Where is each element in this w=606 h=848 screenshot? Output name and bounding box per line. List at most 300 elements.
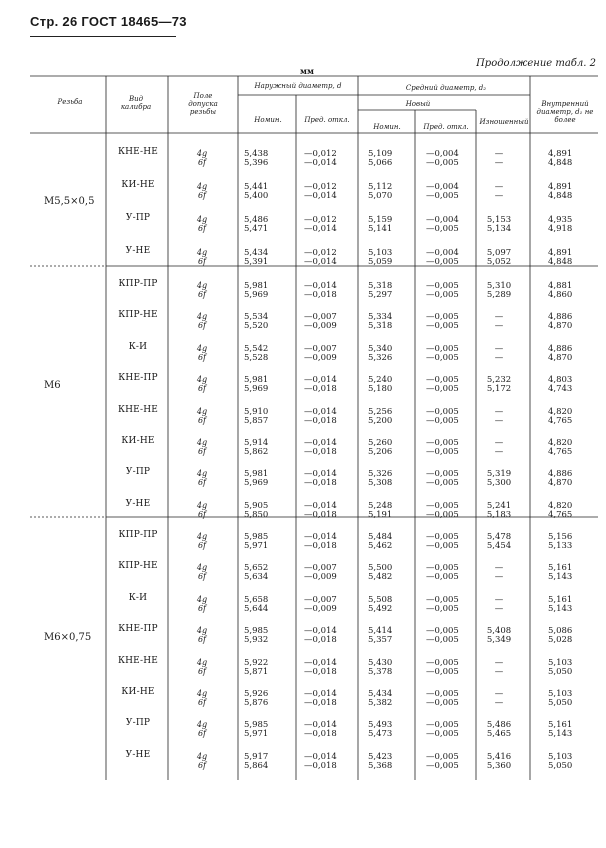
cell-d2_nom-top: 5,256 <box>368 406 393 417</box>
cell-d1-bottom: 5,050 <box>548 666 573 677</box>
cell-d2_dev-top: —0,005 <box>426 375 459 386</box>
tolerance-top: 4g <box>196 149 208 158</box>
cell-d_dev-top: —0,014 <box>304 438 337 448</box>
tolerance-bottom: 6f <box>197 290 207 299</box>
cell-d2_dev-bottom: —0,005 <box>426 572 459 583</box>
cell-worn-top: 5,153 <box>486 215 512 225</box>
cell-d2_dev-top: —0,005 <box>426 500 459 511</box>
cell-d2_dev-top: —0,005 <box>426 532 459 542</box>
cell-d2_dev-bottom: —0,005 <box>426 760 459 771</box>
cell-d2_nom-top: 5,434 <box>368 689 393 699</box>
header-mid-new: Новый <box>405 100 431 108</box>
header-mid-worn: Изношенный <box>479 118 529 126</box>
cell-d_nom-bottom: 5,971 <box>244 541 269 551</box>
cell-d_nom-top: 5,438 <box>244 149 269 159</box>
tolerance-bottom: 6f <box>197 384 207 394</box>
cell-d_dev-top: —0,007 <box>304 312 337 323</box>
cell-d_dev-top: —0,012 <box>304 215 337 225</box>
cell-d_nom-top: 5,926 <box>244 689 269 699</box>
cell-d_nom-top: 5,985 <box>244 626 269 637</box>
cell-d2_dev-top: —0,004 <box>426 248 459 258</box>
cell-d2_nom-bottom: 5,462 <box>368 541 393 551</box>
cell-d1-bottom: 5,143 <box>548 729 573 740</box>
cell-d_nom-bottom: 5,528 <box>244 352 269 363</box>
cell-d1-bottom: 4,765 <box>548 509 573 520</box>
cell-worn-bottom: 5,349 <box>486 635 512 646</box>
cell-d2_nom-top: 5,109 <box>368 149 393 159</box>
cell-worn-top: 5,310 <box>486 281 512 291</box>
cell-d2_nom-top: 5,159 <box>368 215 393 225</box>
cell-worn-bottom: 5,134 <box>486 224 512 234</box>
tolerance-top: 4g <box>196 215 208 224</box>
cell-d_dev-top: —0,014 <box>304 532 337 542</box>
cell-d2_nom-top: 5,340 <box>368 343 393 354</box>
cell-d2_dev-top: —0,005 <box>426 343 459 354</box>
cell-d_dev-bottom: —0,009 <box>304 321 337 332</box>
caliber-name: У-ПР <box>125 467 151 478</box>
cell-d2_nom-bottom: 5,180 <box>368 384 393 395</box>
cell-d2_dev-bottom: —0,005 <box>426 635 459 646</box>
cell-d_nom-bottom: 5,634 <box>244 572 269 583</box>
caliber-name: У-ПР <box>125 718 151 729</box>
tolerance-bottom: 6f <box>197 760 207 770</box>
cell-worn-top: — <box>494 312 504 323</box>
cell-d_nom-bottom: 5,520 <box>244 321 269 332</box>
cell-d_dev-top: —0,014 <box>304 406 337 417</box>
cell-worn-bottom: 5,183 <box>486 509 512 520</box>
cell-d_dev-bottom: —0,014 <box>304 158 337 168</box>
cell-d2_dev-bottom: —0,005 <box>426 698 459 708</box>
cell-d2_dev-top: —0,005 <box>426 281 459 291</box>
tolerance-bottom: 6f <box>197 415 207 425</box>
cell-d2_nom-bottom: 5,070 <box>368 191 393 201</box>
tolerance-top: 4g <box>196 375 208 385</box>
tolerance-bottom: 6f <box>197 478 207 488</box>
cell-d2_nom-bottom: 5,368 <box>368 760 393 771</box>
tolerance-top: 4g <box>196 626 208 636</box>
cell-d1-bottom: 4,848 <box>548 191 573 201</box>
cell-d_dev-bottom: —0,014 <box>304 224 337 234</box>
cell-d1-bottom: 5,143 <box>548 572 573 583</box>
cell-d_dev-bottom: —0,018 <box>304 478 337 489</box>
caliber-name: КИ-НЕ <box>121 180 155 190</box>
thread-label: М5,5×0,5 <box>44 196 95 207</box>
cell-d1-bottom: 4,848 <box>548 158 573 168</box>
caliber-name: К-И <box>128 592 148 603</box>
cell-d2_dev-top: —0,005 <box>426 657 459 668</box>
cell-d_dev-top: —0,014 <box>304 626 337 637</box>
cell-d_nom-bottom: 5,391 <box>244 257 269 267</box>
cell-d2_dev-bottom: —0,005 <box>426 666 459 677</box>
cell-worn-top: — <box>494 594 504 605</box>
caliber-name: У-НЕ <box>125 749 151 760</box>
cell-worn-bottom: 5,289 <box>486 290 512 300</box>
tolerance-top: 4g <box>196 657 208 667</box>
cell-d1-top: 4,935 <box>548 215 573 225</box>
cell-d_nom-bottom: 5,857 <box>244 415 269 426</box>
cell-d2_dev-top: —0,004 <box>426 215 459 225</box>
tolerance-bottom: 6f <box>197 257 207 266</box>
cell-d_nom-top: 5,910 <box>244 406 269 417</box>
cell-d_nom-bottom: 5,864 <box>244 760 269 771</box>
tolerance-bottom: 6f <box>197 698 207 707</box>
cell-d_dev-bottom: —0,009 <box>304 603 337 614</box>
caliber-name: КПР-НЕ <box>118 561 158 572</box>
header-mid: Средний диаметр, d₂ <box>405 84 487 92</box>
cell-d_dev-top: —0,014 <box>304 469 337 480</box>
cell-d_dev-bottom: —0,014 <box>304 191 337 201</box>
header-inner: Внутренний диаметр, d₁ не более <box>536 100 594 124</box>
cell-d2_dev-bottom: —0,005 <box>426 257 459 267</box>
caliber-name: КНЕ-ПР <box>118 624 158 635</box>
cell-d2_dev-bottom: —0,005 <box>426 729 459 740</box>
cell-d2_dev-bottom: —0,005 <box>426 384 459 395</box>
unit-label: мм <box>300 66 314 76</box>
cell-d_nom-bottom: 5,644 <box>244 603 269 614</box>
cell-d2_nom-bottom: 5,066 <box>368 158 393 168</box>
cell-d2_nom-bottom: 5,308 <box>368 478 393 489</box>
cell-d1-bottom: 4,918 <box>548 224 573 234</box>
cell-d_nom-bottom: 5,876 <box>244 698 269 708</box>
header-outer-nom: Номин. <box>254 116 282 124</box>
page-header: Стр. 26 ГОСТ 18465—73 <box>30 14 187 29</box>
cell-d_nom-bottom: 5,471 <box>244 224 269 234</box>
cell-d2_dev-top: —0,005 <box>426 406 459 417</box>
cell-d1-top: 5,161 <box>548 720 573 731</box>
tolerance-top: 4g <box>196 751 208 761</box>
caliber-name: К-И <box>128 341 148 352</box>
cell-d_nom-bottom: 5,971 <box>244 729 269 740</box>
cell-worn-bottom: 5,360 <box>486 760 512 771</box>
cell-worn-top: — <box>494 438 504 448</box>
cell-d2_dev-bottom: —0,005 <box>426 415 459 426</box>
cell-d2_nom-top: 5,423 <box>368 751 393 762</box>
tolerance-top: 4g <box>196 594 208 604</box>
caliber-name: У-НЕ <box>125 246 151 256</box>
cell-d2_nom-top: 5,414 <box>368 626 393 637</box>
cell-d1-top: 4,886 <box>548 312 573 323</box>
cell-d_dev-top: —0,014 <box>304 500 337 511</box>
cell-d2_nom-top: 5,430 <box>368 657 393 668</box>
tolerance-bottom: 6f <box>197 666 207 676</box>
tolerance-bottom: 6f <box>197 509 207 519</box>
cell-d2_dev-bottom: —0,005 <box>426 478 459 489</box>
tolerance-top: 4g <box>196 532 208 541</box>
caliber-name: КНЕ-ПР <box>118 373 158 384</box>
caliber-name: КНЕ-НЕ <box>117 147 159 157</box>
header-tolerance: Поле допуска резьбы <box>188 92 218 116</box>
tolerance-bottom: 6f <box>197 603 207 613</box>
cell-d2_dev-bottom: —0,005 <box>426 541 459 551</box>
cell-d2_dev-top: —0,004 <box>426 149 459 159</box>
cell-d1-top: 4,891 <box>548 149 573 159</box>
cell-d2_nom-bottom: 5,357 <box>368 635 393 646</box>
cell-worn-bottom: — <box>494 572 504 583</box>
cell-worn-top: — <box>494 563 504 574</box>
cell-d2_dev-top: —0,005 <box>426 312 459 323</box>
cell-d_nom-top: 5,917 <box>244 751 269 762</box>
cell-d2_nom-top: 5,500 <box>368 563 393 574</box>
cell-worn-bottom: 5,454 <box>486 541 512 551</box>
cell-d_dev-top: —0,012 <box>304 182 337 192</box>
cell-d2_nom-top: 5,260 <box>368 438 393 448</box>
cell-worn-top: — <box>494 343 504 354</box>
cell-d2_dev-bottom: —0,005 <box>426 224 459 234</box>
cell-d2_nom-bottom: 5,206 <box>368 447 393 457</box>
cell-d2_nom-top: 5,248 <box>368 500 393 511</box>
cell-d1-top: 4,820 <box>548 500 573 511</box>
cell-d2_dev-bottom: —0,005 <box>426 447 459 457</box>
cell-d2_dev-top: —0,005 <box>426 689 459 699</box>
tolerance-top: 4g <box>196 312 208 322</box>
cell-d2_dev-bottom: —0,005 <box>426 603 459 614</box>
cell-d_dev-bottom: —0,018 <box>304 384 337 395</box>
cell-d2_dev-top: —0,005 <box>426 720 459 731</box>
header-outer-dev: Пред. откл. <box>304 116 350 124</box>
cell-d1-bottom: 5,133 <box>548 541 573 551</box>
cell-d2_nom-top: 5,318 <box>368 281 393 291</box>
cell-worn-top: 5,319 <box>486 469 512 480</box>
cell-d2_nom-top: 5,508 <box>368 594 393 605</box>
cell-d_dev-top: —0,014 <box>304 657 337 668</box>
cell-worn-bottom: — <box>494 352 504 363</box>
cell-d2_dev-top: —0,004 <box>426 182 459 192</box>
cell-d_dev-bottom: —0,009 <box>304 352 337 363</box>
cell-worn-top: — <box>494 406 504 417</box>
cell-worn-bottom: — <box>494 321 504 332</box>
cell-d2_nom-top: 5,334 <box>368 312 393 323</box>
cell-worn-top: 5,408 <box>486 626 512 637</box>
cell-d_nom-top: 5,985 <box>244 720 269 731</box>
cell-d1-top: 4,886 <box>548 343 573 354</box>
thread-label: М6 <box>44 380 61 391</box>
cell-d_nom-top: 5,652 <box>244 563 269 574</box>
cell-d_nom-bottom: 5,862 <box>244 447 269 457</box>
cell-d2_dev-top: —0,005 <box>426 751 459 762</box>
cell-worn-bottom: — <box>494 603 504 614</box>
cell-d_nom-top: 5,914 <box>244 438 269 448</box>
caliber-name: КПР-ПР <box>118 279 158 289</box>
cell-d1-bottom: 5,143 <box>548 603 573 614</box>
cell-worn-bottom: 5,172 <box>486 384 512 395</box>
tolerance-bottom: 6f <box>197 572 207 582</box>
cell-worn-top: — <box>494 149 504 159</box>
cell-d1-bottom: 4,765 <box>548 447 573 457</box>
cell-worn-top: 5,097 <box>486 248 512 258</box>
cell-d_dev-bottom: —0,014 <box>304 257 337 267</box>
header-mid-dev: Пред. откл. <box>423 123 469 131</box>
cell-worn-top: 5,486 <box>486 720 512 731</box>
tolerance-top: 4g <box>196 469 208 479</box>
cell-d_dev-bottom: —0,018 <box>304 415 337 426</box>
cell-d1-top: 4,886 <box>548 469 573 480</box>
cell-d1-bottom: 5,050 <box>548 760 573 771</box>
cell-d2_nom-top: 5,112 <box>368 182 393 192</box>
continuation-label: Продолжение табл. 2 <box>476 58 596 69</box>
cell-d_dev-bottom: —0,018 <box>304 541 337 551</box>
cell-d1-bottom: 4,743 <box>548 384 573 395</box>
cell-d2_dev-bottom: —0,005 <box>426 509 459 520</box>
cell-d_dev-top: —0,007 <box>304 343 337 354</box>
cell-d_nom-bottom: 5,850 <box>244 509 269 520</box>
cell-worn-bottom: 5,465 <box>486 729 512 740</box>
cell-d2_nom-bottom: 5,482 <box>368 572 393 583</box>
tolerance-top: 4g <box>196 500 208 510</box>
tolerance-top: 4g <box>196 248 208 257</box>
tolerance-top: 4g <box>196 406 208 416</box>
caliber-name: У-НЕ <box>125 498 151 509</box>
caliber-name: КПР-ПР <box>118 530 158 540</box>
tolerance-top: 4g <box>196 720 208 730</box>
cell-worn-top: — <box>494 689 504 699</box>
cell-d2_nom-bottom: 5,326 <box>368 352 393 363</box>
cell-d_nom-top: 5,981 <box>244 469 269 480</box>
tolerance-top: 4g <box>196 343 208 353</box>
cell-worn-bottom: 5,300 <box>486 478 512 489</box>
thread-label: М6×0,75 <box>44 632 92 643</box>
caliber-name: КИ-НЕ <box>121 687 155 697</box>
cell-d_nom-top: 5,441 <box>244 182 269 192</box>
cell-d_nom-top: 5,434 <box>244 248 269 258</box>
cell-d_dev-bottom: —0,018 <box>304 447 337 457</box>
cell-d1-top: 4,820 <box>548 406 573 417</box>
cell-d1-bottom: 5,050 <box>548 698 573 708</box>
cell-d2_nom-top: 5,326 <box>368 469 393 480</box>
cell-d2_nom-top: 5,103 <box>368 248 393 258</box>
cell-d1-bottom: 4,765 <box>548 415 573 426</box>
cell-d2_dev-top: —0,005 <box>426 438 459 448</box>
header-rule <box>30 36 176 37</box>
cell-d1-top: 4,820 <box>548 438 573 448</box>
cell-d_nom-top: 5,905 <box>244 500 269 511</box>
caliber-name: У-ПР <box>125 213 151 223</box>
tolerance-top: 4g <box>196 281 208 290</box>
cell-d_dev-bottom: —0,018 <box>304 290 337 300</box>
cell-d_dev-bottom: —0,018 <box>304 666 337 677</box>
cell-d_nom-top: 5,542 <box>244 343 269 354</box>
cell-worn-bottom: — <box>494 415 504 426</box>
tolerance-top: 4g <box>196 182 208 191</box>
cell-d_nom-bottom: 5,932 <box>244 635 269 646</box>
cell-d_nom-bottom: 5,400 <box>244 191 269 201</box>
cell-d_dev-top: —0,014 <box>304 720 337 731</box>
cell-worn-bottom: — <box>494 158 504 168</box>
cell-worn-top: 5,241 <box>486 500 512 511</box>
tolerance-bottom: 6f <box>197 635 207 645</box>
cell-d_dev-bottom: —0,018 <box>304 698 337 708</box>
header-mid-nom: Номин. <box>373 123 401 131</box>
cell-d_nom-top: 5,534 <box>244 312 269 323</box>
cell-d2_dev-top: —0,005 <box>426 563 459 574</box>
cell-d1-bottom: 4,860 <box>548 290 573 300</box>
cell-worn-bottom: — <box>494 698 504 708</box>
tolerance-top: 4g <box>196 689 208 698</box>
tolerance-bottom: 6f <box>197 158 207 167</box>
cell-d1-bottom: 4,870 <box>548 352 573 363</box>
cell-d2_nom-bottom: 5,492 <box>368 603 393 614</box>
cell-d_dev-top: —0,012 <box>304 149 337 159</box>
cell-d_dev-bottom: —0,009 <box>304 572 337 583</box>
cell-d2_nom-bottom: 5,191 <box>368 509 393 520</box>
cell-d1-top: 4,881 <box>548 281 573 291</box>
cell-d1-top: 5,103 <box>548 689 573 699</box>
cell-d_nom-bottom: 5,871 <box>244 666 269 677</box>
cell-d1-top: 5,161 <box>548 563 573 574</box>
cell-d_dev-top: —0,012 <box>304 248 337 258</box>
cell-d_dev-bottom: —0,018 <box>304 635 337 646</box>
cell-d2_dev-top: —0,005 <box>426 594 459 605</box>
cell-d2_dev-bottom: —0,005 <box>426 191 459 201</box>
cell-d2_nom-bottom: 5,473 <box>368 729 393 740</box>
cell-d2_dev-bottom: —0,005 <box>426 321 459 332</box>
cell-d_nom-top: 5,922 <box>244 657 269 668</box>
cell-d2_nom-bottom: 5,297 <box>368 290 393 300</box>
cell-worn-top: 5,416 <box>486 751 512 762</box>
cell-d2_dev-top: —0,005 <box>426 626 459 637</box>
cell-d_nom-top: 5,658 <box>244 594 269 605</box>
cell-d1-top: 5,161 <box>548 594 573 605</box>
cell-d1-top: 5,103 <box>548 751 573 762</box>
tolerance-bottom: 6f <box>197 541 207 550</box>
cell-d2_dev-top: —0,005 <box>426 469 459 480</box>
cell-d1-top: 5,156 <box>548 532 573 542</box>
cell-d_nom-top: 5,985 <box>244 532 269 542</box>
cell-d1-bottom: 4,870 <box>548 478 573 489</box>
tolerance-bottom: 6f <box>197 447 207 456</box>
cell-d1-top: 4,891 <box>548 248 573 258</box>
header-caliber: Вид калибра <box>120 95 152 111</box>
cell-d1-top: 4,803 <box>548 375 573 386</box>
cell-d_nom-bottom: 5,396 <box>244 158 269 168</box>
cell-d2_nom-bottom: 5,378 <box>368 666 393 677</box>
cell-d_dev-top: —0,014 <box>304 689 337 699</box>
caliber-name: КПР-НЕ <box>118 310 158 321</box>
cell-d2_dev-bottom: —0,005 <box>426 290 459 300</box>
caliber-name: КИ-НЕ <box>121 436 155 446</box>
cell-d_dev-top: —0,007 <box>304 563 337 574</box>
cell-worn-bottom: — <box>494 191 504 201</box>
cell-d1-top: 5,086 <box>548 626 573 637</box>
cell-worn-top: — <box>494 657 504 668</box>
cell-d2_nom-bottom: 5,200 <box>368 415 393 426</box>
cell-worn-bottom: 5,052 <box>486 257 512 267</box>
cell-d2_dev-bottom: —0,005 <box>426 158 459 168</box>
cell-d_nom-bottom: 5,969 <box>244 384 269 395</box>
cell-d_nom-top: 5,486 <box>244 215 269 225</box>
cell-d2_nom-bottom: 5,318 <box>368 321 393 332</box>
cell-d_dev-top: —0,007 <box>304 594 337 605</box>
cell-d_nom-top: 5,981 <box>244 375 269 386</box>
cell-worn-bottom: — <box>494 447 504 457</box>
tolerance-bottom: 6f <box>197 729 207 739</box>
cell-d_dev-bottom: —0,018 <box>304 509 337 520</box>
cell-d2_dev-bottom: —0,005 <box>426 352 459 363</box>
cell-d1-top: 4,891 <box>548 182 573 192</box>
cell-d1-bottom: 4,848 <box>548 257 573 267</box>
cell-worn-top: — <box>494 182 504 192</box>
header-thread: Резьба <box>57 98 83 106</box>
cell-d_nom-bottom: 5,969 <box>244 478 269 489</box>
cell-d_nom-top: 5,981 <box>244 281 269 291</box>
tolerance-top: 4g <box>196 438 208 447</box>
tolerance-bottom: 6f <box>197 224 207 233</box>
cell-d1-bottom: 4,870 <box>548 321 573 332</box>
caliber-name: КНЕ-НЕ <box>117 655 159 666</box>
tolerance-bottom: 6f <box>197 352 207 362</box>
cell-d_dev-top: —0,014 <box>304 375 337 386</box>
cell-d_dev-bottom: —0,018 <box>304 729 337 740</box>
cell-d2_nom-top: 5,240 <box>368 375 393 386</box>
